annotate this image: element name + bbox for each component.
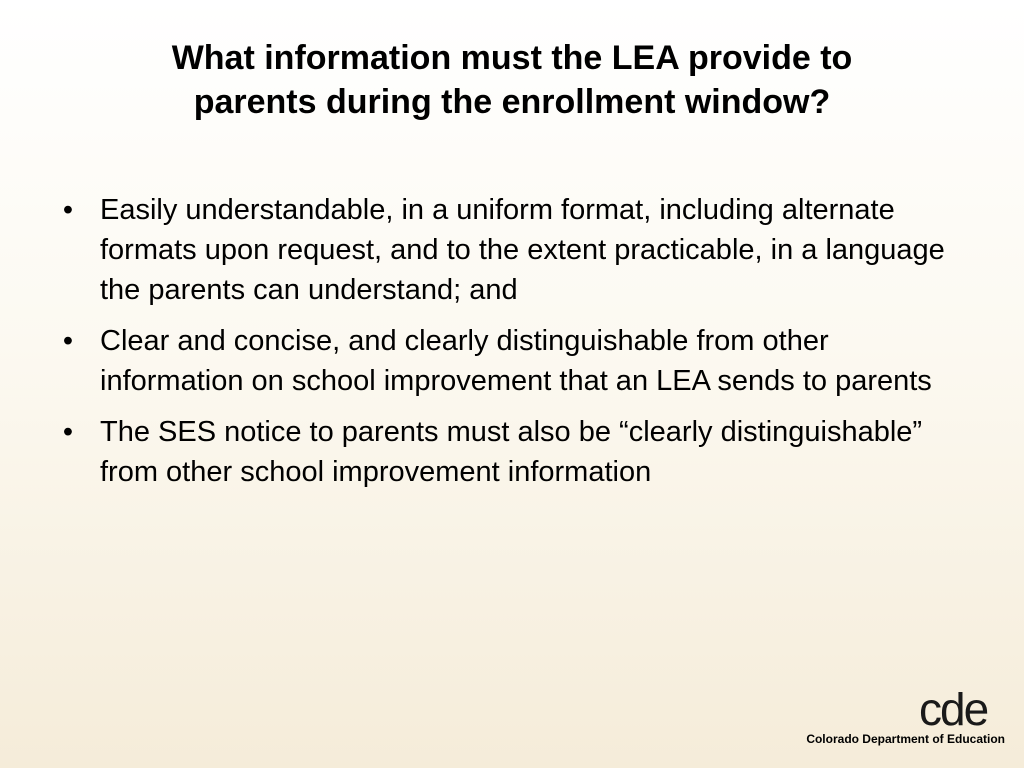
bullet-list (58, 190, 978, 503)
slide-title-line-1: What information must the LEA provide to (171, 39, 853, 77)
slide-title-line-2: parents during the enrollment window? (193, 83, 831, 121)
bullet-item (58, 412, 978, 492)
bullet-text: Clear and concise, and clearly distinguishable from other information on school improvement that an LEA sends to parents (100, 325, 932, 397)
bullet-text: Easily understandable, in a uniform format, including alternate formats upon request, and to the extent practicable, in a language the parents can understand; and (100, 194, 945, 306)
bullet-marker: • (62, 325, 74, 357)
organization-name: Colorado Department of Education (806, 732, 1005, 746)
bullet-text: The SES notice to parents must also be “clearly distinguishable” from other school improvement information (100, 416, 923, 488)
cde-logo-icon (919, 692, 1005, 728)
footer-branding (785, 692, 1005, 746)
bullet-marker: • (62, 416, 74, 448)
bullet-item (58, 190, 978, 310)
bullet-marker: • (62, 194, 74, 226)
logo-text: cde (919, 692, 988, 728)
bullet-item (58, 321, 978, 401)
slide-title (40, 36, 984, 124)
